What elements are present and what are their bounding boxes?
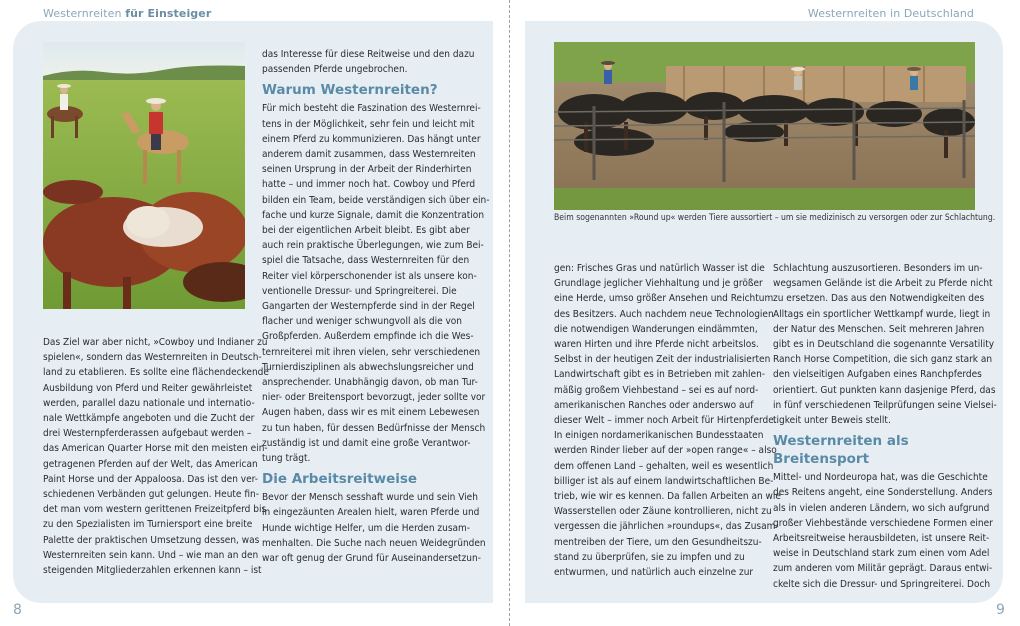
text-line: dieser Welt – immer noch Arbeit für Hirtenpferde. (554, 415, 777, 427)
text-line: amerikanischen Ranches oder anderswo auf (554, 399, 754, 411)
text-line: waren Hirten und ihre Pferde nicht arbeitslos. (554, 339, 759, 351)
text-line: auch rein praktische Überlegungen, wie zum Bei- (262, 240, 484, 252)
text-line: orientiert. Gut punkten kann dasjenige Pferd, das (773, 384, 996, 396)
text-line: anderem damit zusammen, dass Westernreiten (262, 149, 476, 161)
col4-section2-paragraph (773, 470, 993, 592)
text-line: einem Pferd zu kommunizieren. Das hängt unter (262, 133, 481, 145)
text-line: zu tun haben, für dessen Bedürfnisse der Mensch (262, 422, 486, 434)
text-line: zum anderen vom Militär geprägt. Daraus entwi- (773, 563, 993, 575)
text-line: stand zu überprüfen, sie zu impfen und zu (554, 551, 745, 563)
text-line: tens in der Möglichkeit, sehr fein und leicht mit (262, 118, 475, 130)
running-head-left-part2: für Einsteiger (125, 7, 212, 20)
text-line: das American Quarter Horse mit den meisten ein- (43, 443, 268, 455)
text-line: flacher und weniger schwungvoll als die von (262, 316, 462, 328)
text-line: werden, parallel dazu nationale und internatio- (43, 397, 255, 409)
text-line: Arbeitsreitweise herausbildeten, ist unsere Reit- (773, 533, 990, 545)
text-column-3 (554, 261, 781, 580)
text-line: Reiter viel körperschonender ist als unsere kon- (262, 270, 477, 282)
text-line: in eingezäunten Arealen hielt, waren Pferde und (262, 507, 480, 519)
text-line: bilden ein Team, beide verständigen sich über ein- (262, 194, 490, 206)
text-line: Selbst in der heutigen Zeit der industrialisierten (554, 354, 771, 366)
text-line: ckelte sich die Dressur- und Springreiterei. Doch (773, 578, 991, 590)
text-line: land zu etablieren. Es sollte eine flächendeckende (43, 367, 269, 379)
text-line: Palette der praktischen Umsetzung dessen, was (43, 534, 260, 546)
page-number-left: 8 (13, 602, 22, 618)
text-line: Schlachtung auszusortieren. Besonders im un- (773, 263, 983, 274)
text-line: nale Wettkämpfe angeboten und die Zucht der (43, 413, 255, 425)
heading-warum-westernreiten: Warum Westernreiten? (262, 82, 438, 99)
text-line: Mittel- und Nordeuropa hat, was die Geschichte (773, 472, 988, 484)
running-head-left (43, 7, 211, 20)
text-line: nier- oder Breitensport bevorzugt, jeder sollte vor (262, 392, 486, 404)
text-line: gen: Frisches Gras und natürlich Wasser ist die (554, 263, 765, 274)
text-line: des Reitens angeht, eine Sonderstellung. Anders (773, 487, 993, 499)
text-line: Gangarten der Westernpferde sind in der Regel (262, 301, 475, 313)
text-line: Ausbildung von Pferd und Reiter gewährleistet (43, 382, 253, 394)
text-line: vergessen die jährlichen »roundups«, das Zusam- (554, 521, 779, 533)
running-head-right: Westernreiten in Deutschland (807, 7, 974, 20)
text-line: Das Ziel war aber nicht, »Cowboy und Indianer zu (43, 337, 268, 348)
text-line: tung trägt. (262, 453, 311, 465)
text-line: weise in Deutschland stark zum einen vom Adel (773, 548, 990, 560)
text-line: spielen«, sondern das Westernreiten in Deutsch- (43, 352, 262, 364)
text-line: getragenen Pferden auf der Welt, das American (43, 458, 258, 470)
text-line: menhalten. Die Suche nach neuen Weidegründen (262, 537, 486, 549)
text-line: Westernreiten sein kann. Und – wie man an den (43, 549, 259, 561)
text-column-4 (773, 261, 997, 592)
text-line: bei der eigentlichen Arbeit bleibt. Es gibt aber (262, 225, 470, 237)
text-line: war oft genug der Grund für Auseinandersetzun- (262, 553, 481, 565)
heading-die-arbeitsreitweise: Die Arbeitsreitweise (262, 471, 418, 488)
page-number-right: 9 (996, 602, 1005, 618)
running-head-left-part1: Westernreiten (43, 7, 122, 20)
text-line: gibt es in Deutschland die sogenannte Versatility (773, 339, 995, 351)
text-line: fache und kurze Signale, damit die Konzentration (262, 209, 485, 221)
text-line: zuständig ist und damit eine große Verantwor- (262, 437, 471, 449)
text-line: Turnierdisziplinen als abwechslungsreicher und (262, 361, 474, 373)
text-line: det man vom western gerittenen Freizeitpferd bis (43, 504, 267, 516)
text-line: seinen Ursprung in der Arbeit der Rinderhirten (262, 164, 472, 176)
text-line: den vielseitigen Aufgaben eines Ranchpferdes (773, 369, 982, 381)
photo-caption: Beim sogenannten »Round up« werden Tiere aussortiert – um sie medizinisch zu versorgen oder zur Schlachtung. (554, 213, 996, 223)
text-line: trieb, wie wir es kennen. Da fallen Arbeiten an wie (554, 491, 781, 503)
text-line: der Natur des Menschen. Seit mehreren Jahren (773, 323, 985, 335)
text-line: Für mich besteht die Faszination des Westernrei- (262, 103, 481, 115)
col4-section1-paragraph (773, 261, 997, 428)
text-line: entwurmen, und natürlich auch einzelne zur (554, 567, 754, 579)
text-line: ansprechender. Unabhängig davon, ob man Tur- (262, 377, 478, 389)
text-line: passenden Pferde ungebrochen. (262, 64, 408, 76)
text-line: ternreiterei mit ihren vielen, sehr verschiedenen (262, 346, 481, 358)
text-line: steigenden Mitgliederzahlen erkennen kann – ist (43, 565, 262, 577)
text-line: ventionelle Dressur- und Springreiterei. Die (262, 285, 457, 297)
text-line: Alltags ein sportlicher Wettkampf wurde, liegt in (773, 308, 991, 320)
photo-cowboys-with-cattle (43, 42, 245, 309)
text-line: dem offenen Land – gehalten, weil es wesentlich (554, 460, 774, 472)
text-column-1 (43, 335, 269, 578)
text-line: Landwirtschaft gibt es in Betrieben mit zahlen- (554, 369, 766, 381)
photo-round-up-corral (554, 42, 975, 210)
text-line: Grundlage jeglicher Viehhaltung und je größer (554, 278, 763, 290)
col3-paragraph (554, 261, 781, 580)
text-line: Paint Horse und der Appaloosa. Das ist den ver- (43, 473, 258, 485)
text-line: Wasserstellen oder Zäune kontrollieren, nicht zu (554, 506, 772, 518)
text-line: das Interesse für diese Reitweise und den dazu (262, 49, 475, 60)
text-line: Augen haben, dass wir es mit einem Lebewesen (262, 407, 480, 419)
text-line: drei Westernpferderassen aufgebaut werden – (43, 428, 252, 440)
text-line: billiger ist als auf einem landwirtschaftlichen Be- (554, 475, 774, 487)
text-line: In einigen nordamerikanischen Bundesstaaten (554, 430, 764, 442)
text-column-2 (262, 47, 490, 566)
text-line: in fünf verschiedenen Teilprüfungen seine Vielsei- (773, 399, 997, 411)
col2-intro-paragraph (262, 47, 475, 77)
text-line: schiedenen Verbänden gut gelungen. Heute fin- (43, 489, 259, 501)
text-line: hatte – und immer noch hat. Cowboy und Pferd (262, 179, 476, 191)
col2-section1-paragraph (262, 101, 490, 466)
text-line: wegsamen Gelände ist die Arbeit zu Pferde nicht (773, 278, 993, 290)
text-line: Großpferden. Außerdem empfinde ich die Wes- (262, 331, 474, 343)
text-line: mäßig großem Viehbestand – sei es auf nord- (554, 384, 759, 396)
col1-paragraph (43, 335, 269, 578)
text-line: Hunde wichtige Helfer, um die Herden zusam- (262, 522, 471, 534)
page-fold-divider (509, 0, 510, 626)
text-line: werden Rinder lieber auf der »open range« – also (554, 445, 777, 457)
text-line: Bevor der Mensch sesshaft wurde und sein Vieh (262, 492, 478, 504)
text-line: zu den Spezialisten im Turniersport eine breite (43, 519, 253, 531)
col2-section2-paragraph (262, 490, 486, 566)
text-line: spiel die Tatsache, dass Westernreiten für den (262, 255, 470, 267)
text-line: zu ersetzen. Das aus den Notwendigkeiten des (773, 293, 985, 305)
heading-westernreiten-als-breitensport: Westernreiten als Breitensport (773, 433, 909, 468)
text-line: Ranch Horse Competition, die sich ganz stark an (773, 354, 993, 366)
text-line: die notwendigen Wanderungen eindämmten, (554, 323, 758, 335)
text-line: tigkeit unter Beweis stellt. (773, 415, 891, 427)
text-line: mentreiben der Tiere, um den Gesundheitszu- (554, 536, 762, 548)
text-line: des Besitzers. Auch nachdem neue Technologien (554, 308, 774, 320)
text-line: eine Herde, umso größer Ansehen und Reichtum (554, 293, 774, 305)
text-line: als in vielen anderen Ländern, wo sich aufgrund (773, 502, 990, 514)
text-line: großer Viehbestände verschiedene Formen einer (773, 517, 993, 529)
